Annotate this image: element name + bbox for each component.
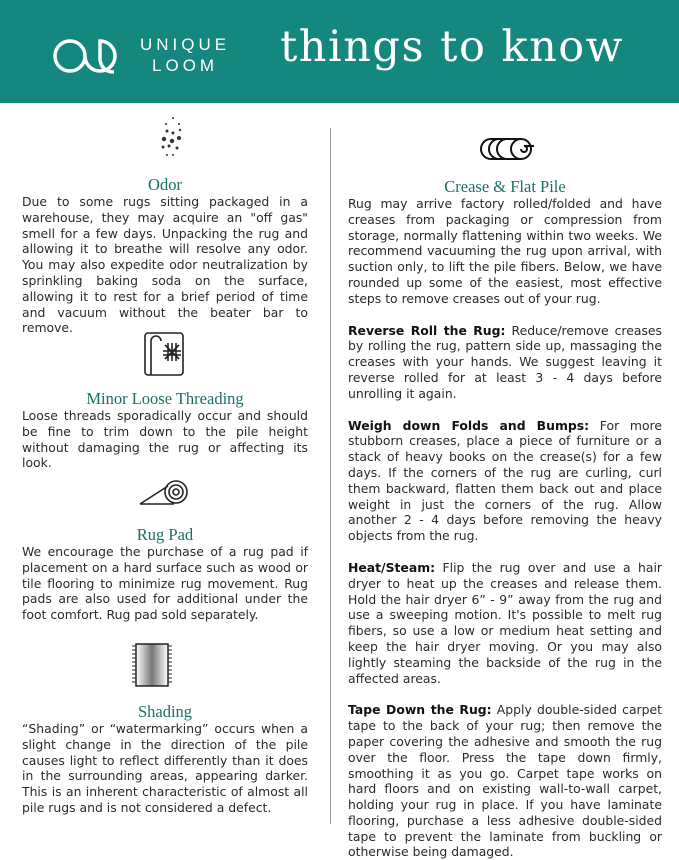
section-text: “Shading” or “watermarking” occurs when a slight change in the direction of the pile causes light to reflect differently than it does in the surrounding areas, appearing darker. This is an inherent characteristic of almost all pile rugs and is not considered a defect.: [22, 721, 308, 816]
section-text: Loose threads sporadically occur and should be fine to trim down to the pile height without damaging the rug or affecting its look.: [22, 408, 308, 471]
tip-tape-down: Tape Down the Rug: Apply double-sided carpet tape to the back of your rug; then remove the paper covering the adhesive and smooth the rug over the floor. Press the tape down firmly, smoothing it as you go. Carpet tape works on hard floors and on existing wall-to-wall carpet, holding your rug in place. If you have laminate flooring, purchase a less adhesive double-sided tape to prevent the laminate from buckling or otherwise being damaged.: [348, 702, 662, 860]
column-divider: [330, 128, 331, 824]
rolled-rug-icon: [479, 137, 537, 161]
page-title: things to know: [280, 22, 624, 72]
section-shading: [22, 703, 308, 816]
section-title: Odor: [22, 176, 308, 194]
section-text: Due to some rugs sitting packaged in a warehouse, they may acquire an "off gas" smell for a few days. Unpacking the rug and allowing it to breathe will resolve any odor. You may also expedite odor neutralization by sprinkling baking soda on the surface, allowing it to rest for a brief period of time and vacuum without the beater bar to remove.: [22, 194, 308, 336]
section-title: Crease & Flat Pile: [348, 178, 662, 196]
section-odor: [22, 176, 308, 336]
section-loose-threading: [22, 390, 308, 471]
section-title: Shading: [22, 703, 308, 721]
section-rug-pad: [22, 526, 308, 623]
header-banner: [0, 0, 679, 103]
section-title: Rug Pad: [22, 526, 308, 544]
odor-dots-icon: [155, 116, 191, 162]
tip-reverse-roll: Reverse Roll the Rug: Reduce/remove creases by rolling the rug, pattern side up, massaging the creases with your hands. We suggest leaving it reverse rolled for at least 3 - 4 days before unrolling it again.: [348, 323, 662, 402]
unique-loom-logo-icon: [52, 30, 132, 76]
loose-thread-icon: [143, 331, 187, 377]
brand-name: UNIQUE LOOM: [140, 34, 230, 76]
rug-pad-roll-icon: [138, 478, 190, 508]
section-text: We encourage the purchase of a rug pad if placement on a hard surface such as wood or tile flooring to minimize rug movement. Rug pads are also used for additional under the foot comfort. Rug pad sold separately.: [22, 544, 308, 623]
section-title: Minor Loose Threading: [22, 390, 308, 408]
shading-rug-icon: [130, 640, 174, 690]
tip-heat-steam: Heat/Steam: Flip the rug over and use a hair dryer to heat up the creases and release them. Hold the hair dryer 6” - 9” away from the rug and use a sweeping motion. It's possible to melt rug fibers, so use a low or medium heat setting and keep the hair dryer moving. Or you may also lightly steaming the backside of the rug in the affected areas.: [348, 560, 662, 686]
tip-weigh-down: Weigh down Folds and Bumps: For more stubborn creases, place a piece of furniture or a stack of heavy books on the crease(s) for a few days. If the corners of the rug are curling, curl them backward, flatten them back out and place weight in just the corners of the rug. Allow another 2 - 4 days before removing the heavy objects from the rug.: [348, 418, 662, 544]
section-crease-flat-pile: [348, 178, 662, 860]
section-intro: Rug may arrive factory rolled/folded and have creases from packaging or compression from storage, normally flattening within two weeks. We recommend vacuuming the rug upon arrival, with suction only, to lift the pile fibers. Below, we have rounded up some of the easiest, most effective steps to remove creases out of your rug.: [348, 196, 662, 307]
